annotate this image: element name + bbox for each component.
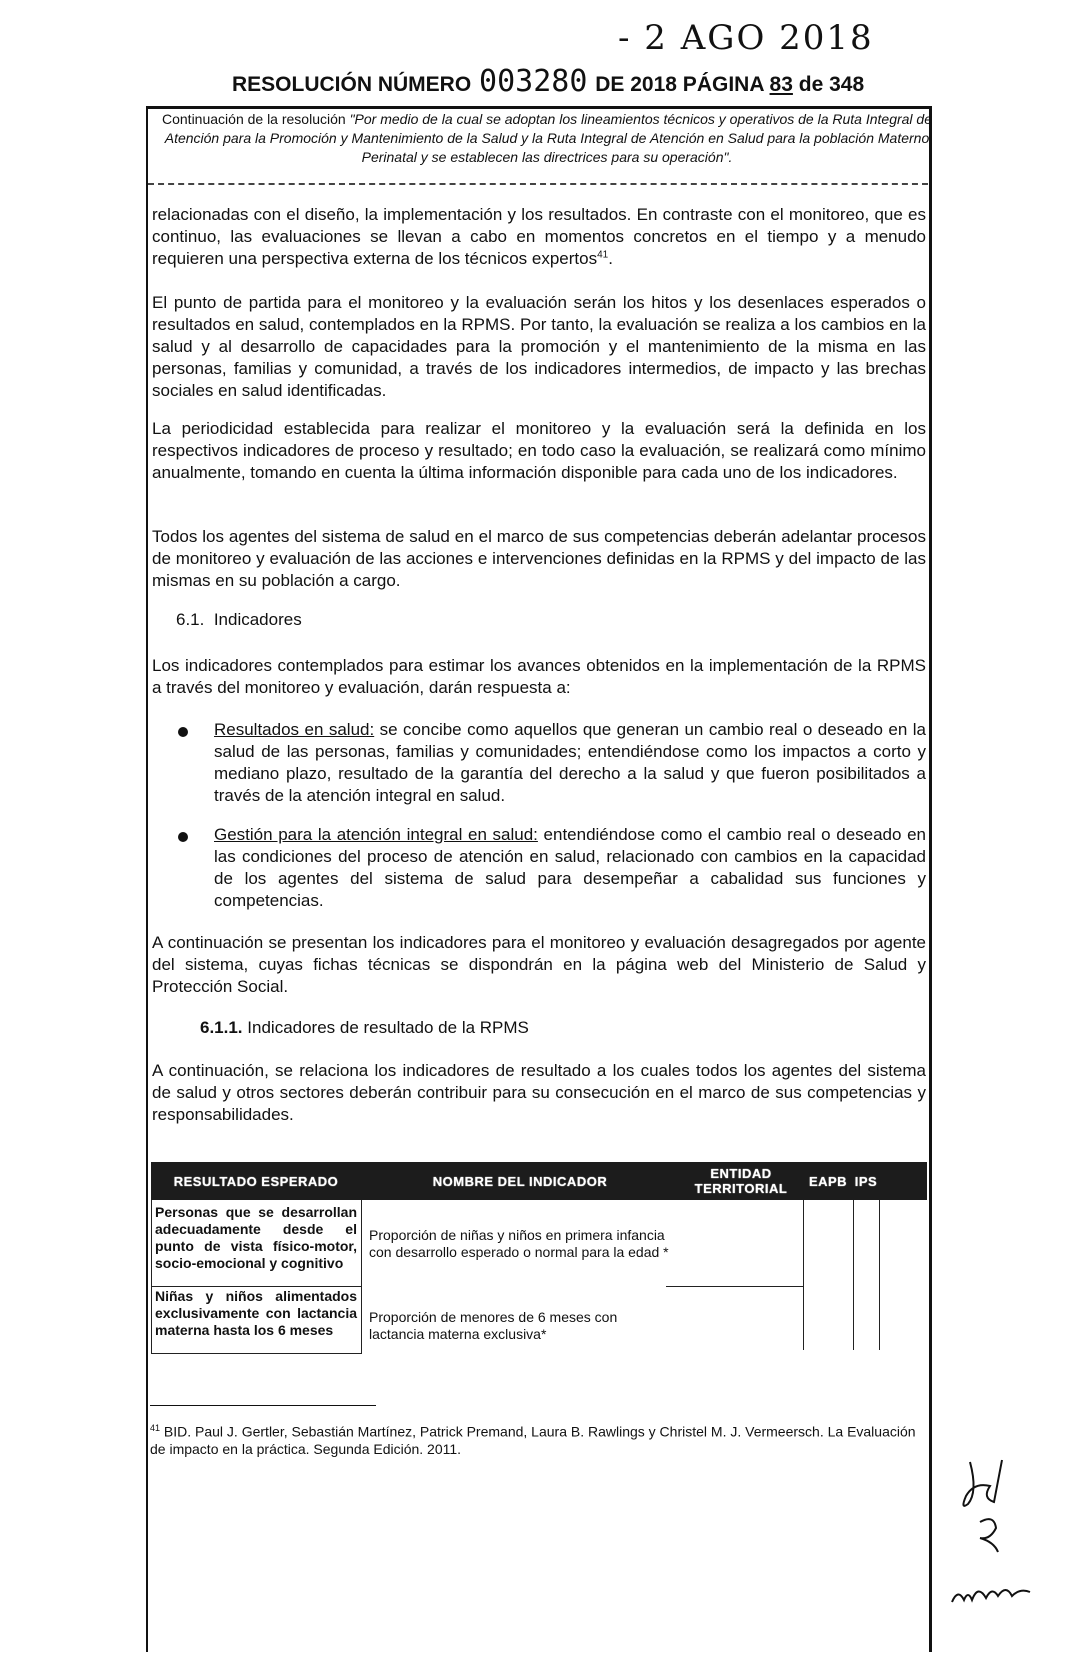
resolution-number: 003280 — [479, 64, 588, 99]
row-2-indicador: Proporción de menores de 6 meses con lactancia materna exclusiva* — [369, 1309, 618, 1342]
section-heading-6-1 — [176, 610, 302, 630]
paragraph-3: La periodicidad establecida para realizar el monitoreo y la evaluación será la definida en los respectivos indicadores de proceso y resultado; en todo caso la evaluación, se realizará como mínimo anualmente, tomando en cuenta la última información disponible para cada uno de los indicadores. — [152, 419, 926, 482]
resolution-title — [232, 64, 864, 99]
row-1-resultado: Personas que se desarrollan adecuadamente desde el punto de vista físico-motor, socio-emocional y cognitivo — [155, 1204, 357, 1271]
heading-number: 6.1. — [176, 610, 205, 629]
paragraph-2: El punto de partida para el monitoreo y la evaluación serán los hitos y los desenlaces esperados o resultados en salud, contemplados en la RPMS. Por tanto, la evaluación se realiza a los cambios en la salud y al desarrollo de capacidades para la promoción y el mantenimiento de la misma en las personas, familias y comunidad, a través de los indicadores intermedios, de impacto y las brechas sociales en salud identificadas. — [152, 293, 926, 400]
table-divider — [879, 1200, 880, 1350]
row-1-indicador: Proporción de niñas y niños en primera infancia con desarrollo esperado o normal para la edad * — [369, 1227, 669, 1260]
table-border-left — [151, 1200, 152, 1354]
heading-text: Indicadores de resultado de la RPMS — [247, 1018, 529, 1037]
paragraph-1-text: relacionadas con el diseño, la implementación y los resultados. En contraste con el monitoreo, que es continuo, las evaluaciones se llevan a cabo en momentos concretos en el tiempo y a menudo requieren una perspectiva externa de los técnicos expertos — [152, 205, 926, 268]
bullet-term: Gestión para la atención integral en salud: — [214, 825, 538, 844]
row-separator — [666, 1286, 803, 1287]
table-divider — [853, 1200, 854, 1350]
section-heading-6-1-1 — [200, 1018, 529, 1038]
bullet-term: Resultados en salud: — [214, 720, 375, 739]
bullet-item-resultados — [214, 719, 926, 807]
continuation-italic: "Por medio de la cual se adoptan los lineamientos técnicos y operativos de la Ruta Integral de Atención para la Promoción y Mantenimiento de la Salud y la Ruta Integral de Atención en Salud para la población Materno Perinatal y se establecen las directrices para su operación". — [164, 111, 932, 165]
indicators-table — [151, 1162, 927, 1354]
paragraph-6: A continuación se presentan los indicadores para el monitoreo y evaluación desagregados por agente del sistema, cuyas fichas técnicas se dispondrán en la página web del Ministerio de Salud y Protección Social. — [152, 933, 926, 996]
bullet-dot-icon — [178, 727, 188, 737]
continuation-note — [160, 110, 934, 167]
date-stamp: - 2 AGO 2018 — [618, 18, 874, 58]
continuation-lead: Continuación de la resolución — [162, 111, 346, 127]
header-eapb: EAPB — [808, 1174, 848, 1189]
row-separator — [151, 1286, 361, 1287]
heading-number: 6.1.1. — [200, 1018, 243, 1037]
header-ips: IPS — [854, 1174, 878, 1189]
table-border-bottom — [151, 1353, 361, 1354]
bullet-description: se concibe como aquellos que generan un cambio real o deseado en la salud de las personas, familias y comunidades; entendiéndose como los impactos a corto y mediano plazo, resultado de la garantía del derecho a la salud y que fueron posibilitados a través de la atención integral en salud. — [214, 720, 926, 805]
bullet-item-gestion — [214, 824, 926, 912]
footnote-ref: 41 — [597, 249, 609, 261]
header-nombre-indicador: NOMBRE DEL INDICADOR — [432, 1174, 608, 1189]
paragraph-4: Todos los agentes del sistema de salud en el marco de sus competencias deberán adelantar procesos de monitoreo y evaluación de las acciones e intervenciones definidas en la RPMS y del impacto de las mismas en su población a cargo. — [152, 527, 926, 590]
footnote-text: BID. Paul J. Gertler, Sebastián Martínez, Patrick Premand, Laura B. Rawlings y Christel M. J. Vermeersch. La Evaluación de impacto en la práctica. Segunda Edición. 2011. — [150, 1423, 916, 1457]
paragraph-1: relacionadas con el diseño, la implementación y los resultados. En contraste con el monitoreo, que es continuo, las evaluaciones se llevan a cabo en momentos concretos en el tiempo y a menudo requieren una perspectiva externa de los técnicos expertos$^{41}$. — [152, 205, 926, 268]
footnote-separator — [150, 1405, 376, 1406]
footnote-number: 41 — [150, 1423, 161, 1433]
heading-text: Indicadores — [213, 610, 302, 629]
bullet-dot-icon — [178, 832, 188, 842]
title-mid: DE 2018 PÁGINA — [595, 73, 764, 96]
handwritten-initials-icon — [950, 1452, 1050, 1612]
paragraph-5: Los indicadores contemplados para estimar los avances obtenidos en la implementación de la RPMS a través del monitoreo y evaluación, darán respuesta a: — [152, 656, 926, 697]
bullet-description: entendiéndose como el cambio real o deseado en las condiciones del proceso de atención en salud, relacionado con cambios en la capacidad de los agentes del sistema de salud para desempeñar a cabalidad sus funciones y competencias. — [214, 825, 927, 910]
header-resultado-esperado: RESULTADO ESPERADO — [173, 1174, 339, 1189]
title-suffix: de 348 — [798, 73, 865, 96]
title-prefix: RESOLUCIÓN NÚMERO — [232, 73, 472, 96]
paragraph-7: A continuación, se relaciona los indicadores de resultado a los cuales todos los agentes del sistema de salud y otros sectores deberán contribuir para su consecución en el marco de sus competencias y responsabilidades. — [152, 1061, 926, 1124]
table-divider — [361, 1200, 362, 1354]
page-number: 83 — [769, 73, 793, 96]
header-entidad-territorial: ENTIDAD TERRITORIAL — [694, 1166, 788, 1196]
footnote — [150, 1420, 930, 1458]
row-2-resultado: Niñas y niños alimentados exclusivamente con lactancia materna hasta los 6 meses — [155, 1288, 357, 1338]
table-divider — [803, 1200, 804, 1350]
dashed-divider — [148, 183, 928, 185]
